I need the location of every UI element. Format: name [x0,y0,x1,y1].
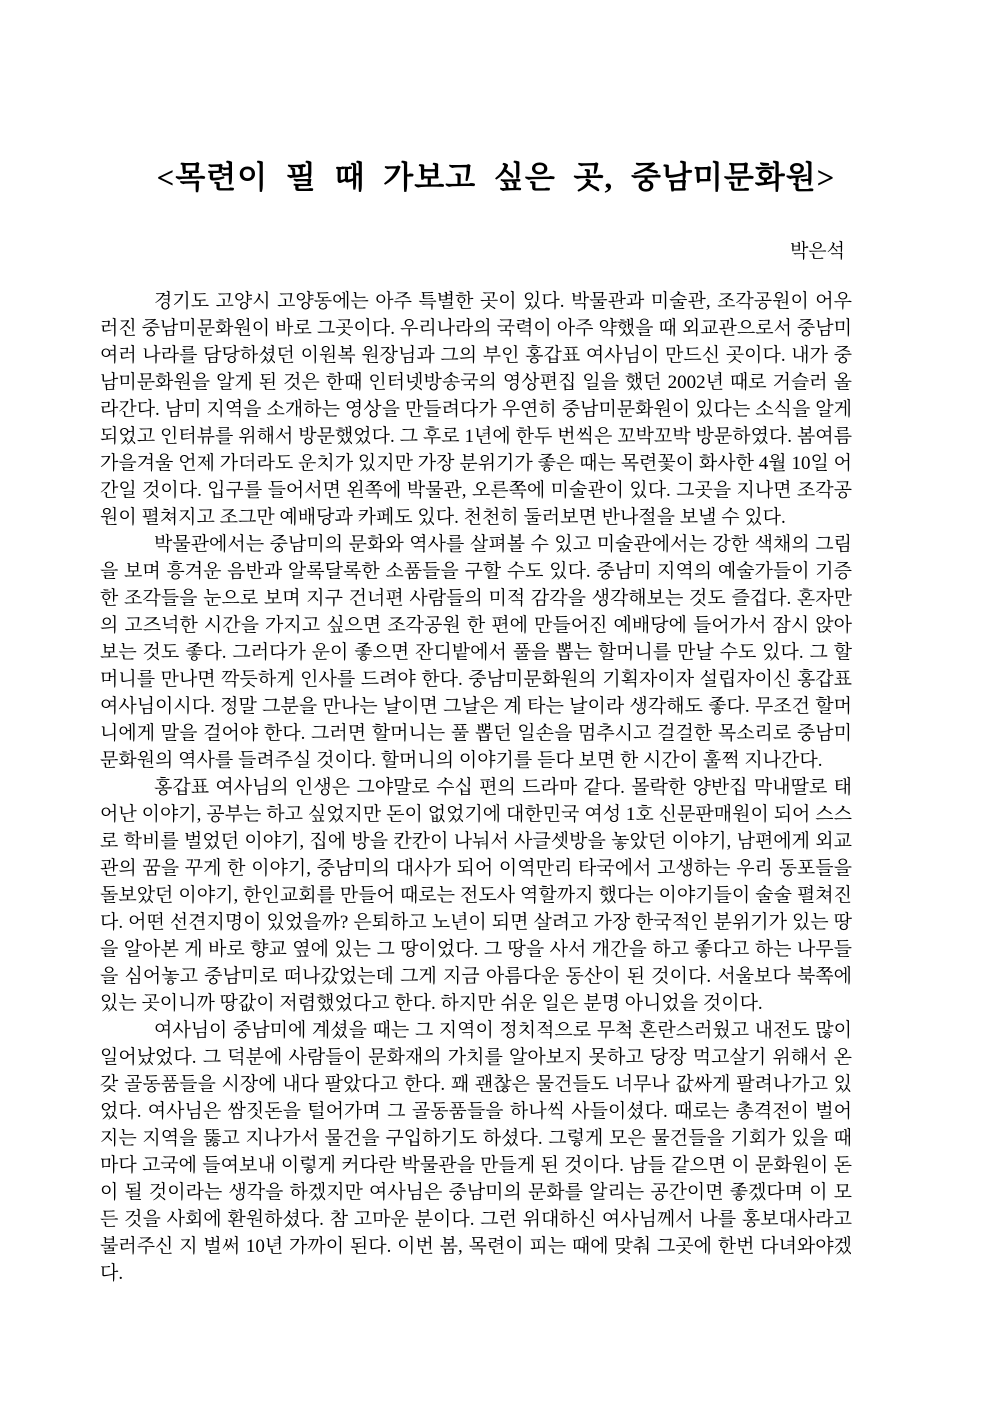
paragraph-intro: 경기도 고양시 고양동에는 아주 특별한 곳이 있다. 박물관과 미술관, 조각공원이 어우러진 중남미문화원이 바로 그곳이다. 우리나라의 국력이 아주 약했을 때 외교관으로서 중남미 여러 나라를 담당하셨던 이원복 원장님과 그의 부인 홍갑표 여사님이 만드신 곳이다. 내가 중남미문화원을 알게 된 것은 한때 인터넷방송국의 영상편집 일을 했던 2002년 때로 거슬러 올라간다. 남미 지역을 소개하는 영상을 만들려다가 우연히 중남미문화원이 있다는 소식을 알게 되었고 인터뷰를 위해서 방문했었다. 그 후로 1년에 한두 번씩은 꼬박꼬박 방문하였다. 봄여름가을겨울 언제 가더라도 운치가 있지만 가장 분위기가 좋은 때는 목련꽃이 화사한 4월 10일 어간일 것이다. 입구를 들어서면 왼쪽에 박물관, 오른쪽에 미술관이 있다. 그곳을 지나면 조각공원이 펼쳐지고 조그만 예배당과 카페도 있다. 천천히 둘러보면 반나절을 보낼 수 있다. [100,291,852,528]
paragraph-museum: 박물관에서는 중남미의 문화와 역사를 살펴볼 수 있고 미술관에서는 강한 색채의 그림을 보며 흥겨운 음반과 알록달록한 소품들을 구할 수도 있다. 중남미 지역의 예술가들이 기증한 조각들을 눈으로 보며 지구 건너편 사람들의 미적 감각을 생각해보는 것도 즐겁다. 혼자만의 고즈넉한 시간을 가지고 싶으면 조각공원 한 편에 만들어진 예배당에 들어가서 잠시 앉아보는 것도 좋다. 그러다가 운이 좋으면 잔디밭에서 풀을 뽑는 할머니를 만날 수도 있다. 그 할머니를 만나면 깍듯하게 인사를 드려야 한다. 중남미문화원의 기획자이자 설립자이신 홍갑표 여사님이시다. 정말 그분을 만나는 날이면 그날은 계 타는 날이라 생각해도 좋다. 무조건 할머니에게 말을 걸어야 한다. 그러면 할머니는 풀 뽑던 일손을 멈추시고 걸걸한 목소리로 중남미문화원의 역사를 들려주실 것이다. 할머니의 이야기를 듣다 보면 한 시간이 훌쩍 지나간다. [100,534,852,771]
document-body [100,288,852,1287]
document-title: <목련이 필 때 가보고 싶은 곳, 중남미문화원> [156,160,836,195]
paragraph-life-story: 홍갑표 여사님의 인생은 그야말로 수십 편의 드라마 같다. 몰락한 양반집 막내딸로 태어난 이야기, 공부는 하고 싶었지만 돈이 없었기에 대한민국 여성 1호 신문판매원이 되어 스스로 학비를 벌었던 이야기, 집에 방을 칸칸이 나눠서 사글셋방을 놓았던 이야기, 남편에게 외교관의 꿈을 꾸게 한 이야기, 중남미의 대사가 되어 이역만리 타국에서 고생하는 우리 동포들을 돌보았던 이야기, 한인교회를 만들어 때로는 전도사 역할까지 했다는 이야기들이 술술 펼쳐진다. 어떤 선견지명이 있었을까? 은퇴하고 노년이 되면 살려고 가장 한국적인 분위기가 있는 땅을 알아본 게 바로 향교 옆에 있는 그 땅이었다. 그 땅을 사서 개간을 하고 좋다고 하는 나무들을 심어놓고 중남미로 떠나갔었는데 그게 지금 아름다운 동산이 된 것이다. 서울보다 북쪽에 있는 곳이니까 땅값이 저렴했었다고 한다. 하지만 쉬운 일은 분명 아니었을 것이다. [100,777,852,1014]
paragraph-collection: 여사님이 중남미에 계셨을 때는 그 지역이 정치적으로 무척 혼란스러웠고 내전도 많이 일어났었다. 그 덕분에 사람들이 문화재의 가치를 알아보지 못하고 당장 먹고살기 위해서 온갖 골동품들을 시장에 내다 팔았다고 한다. 꽤 괜찮은 물건들도 너무나 값싸게 팔려나가고 있었다. 여사님은 쌈짓돈을 털어가며 그 골동품들을 하나씩 사들이셨다. 때로는 총격전이 벌어지는 지역을 뚫고 지나가서 물건을 구입하기도 하셨다. 그렇게 모은 물건들을 기회가 있을 때마다 고국에 들여보내 이렇게 커다란 박물관을 만들게 된 것이다. 남들 같으면 이 문화원이 돈이 될 것이라는 생각을 하겠지만 여사님은 중남미의 문화를 알리는 공간이면 좋겠다며 이 모든 것을 사회에 환원하셨다. 참 고마운 분이다. 그런 위대하신 여사님께서 나를 홍보대사라고 불러주신 지 벌써 10년 가까이 된다. 이번 봄, 목련이 피는 때에 맞춰 그곳에 한번 다녀와야겠다. [100,1020,852,1284]
author-byline: 박은석 [789,241,845,262]
